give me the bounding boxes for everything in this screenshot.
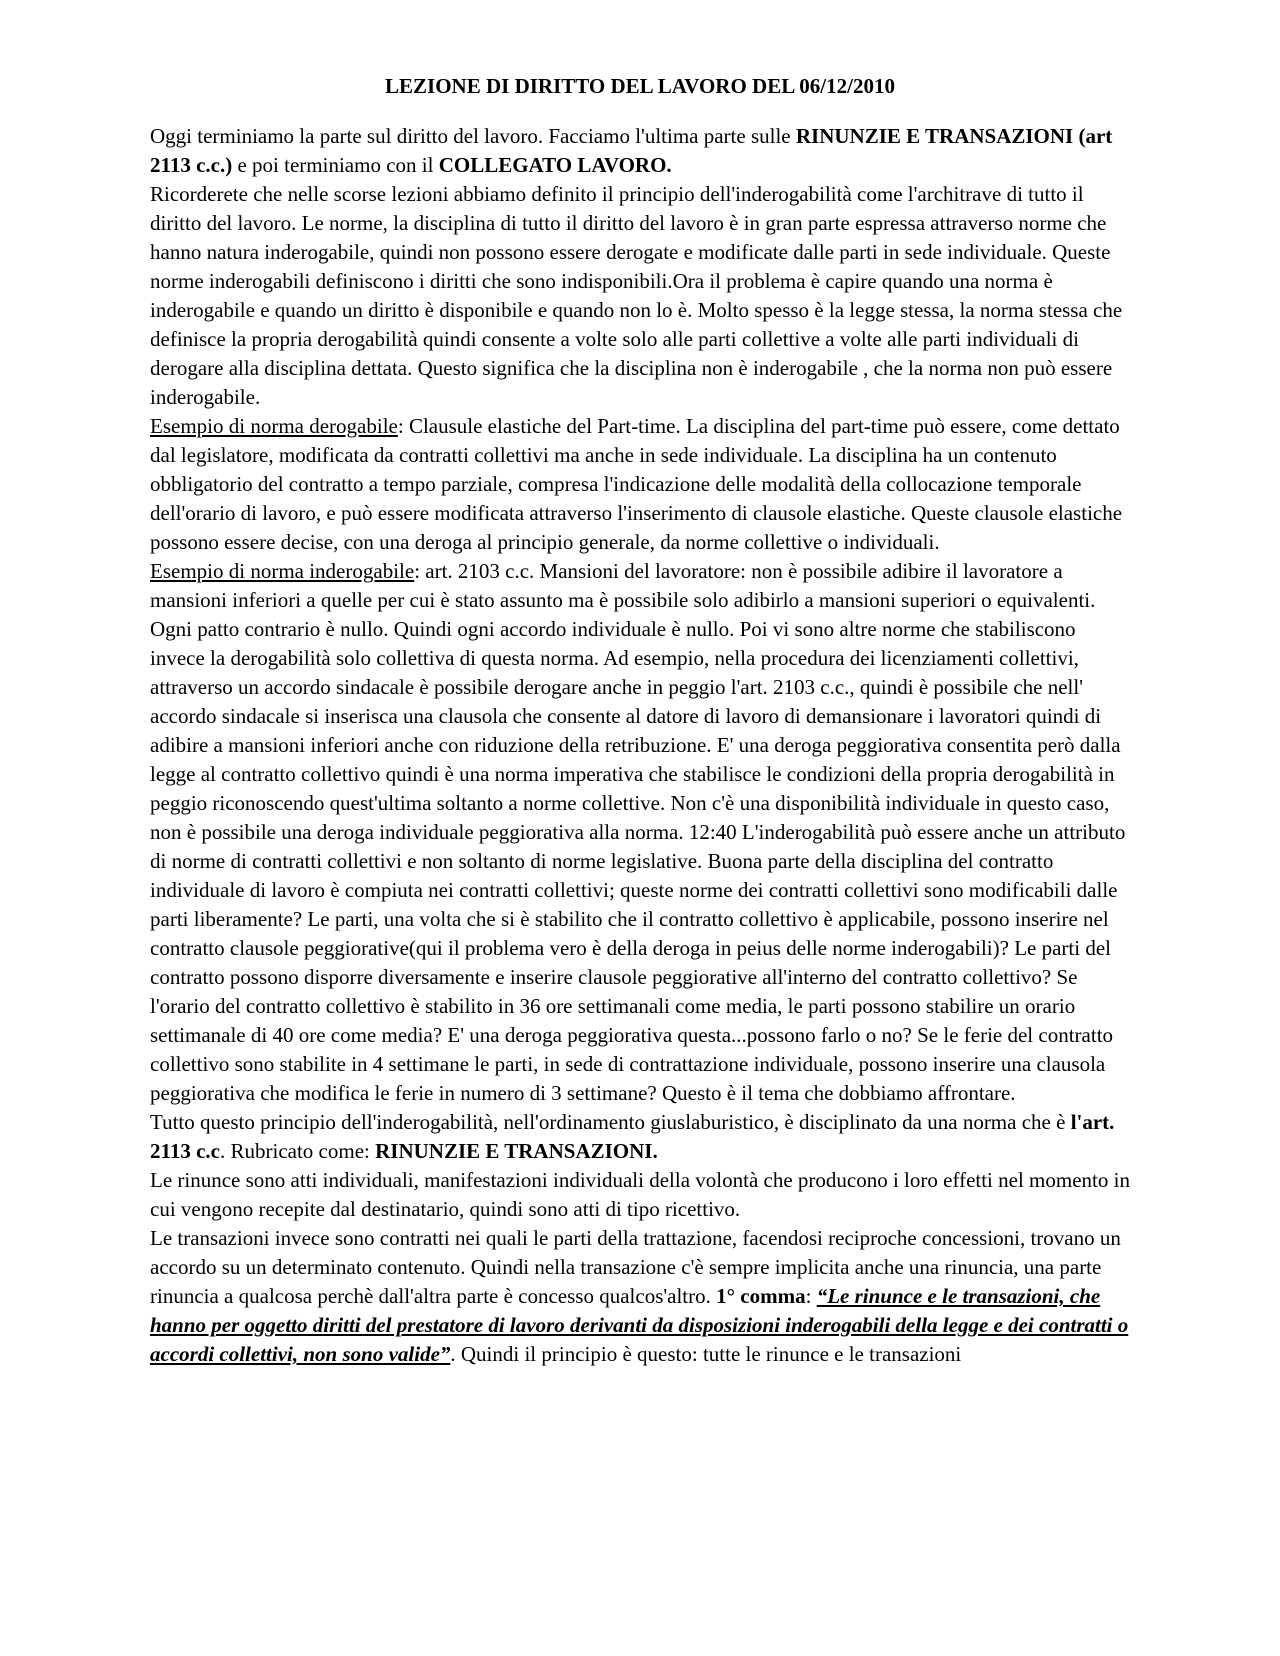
paragraph-intro [150,122,1130,180]
paragraph-transazioni [150,1224,1130,1369]
intro-bold-collegato: COLLEGATO LAVORO. [438,153,672,177]
intro-text-1: Oggi terminiamo la parte sul diritto del lavoro. Facciamo l'ultima parte sulle [150,124,796,148]
heading-esempio-derogabile: Esempio di norma derogabile [150,414,398,438]
paragraph-art-2113 [150,1108,1130,1166]
transazioni-quote: “Le rinunce e le transazioni, che hanno per oggetto diritti del prestatore di lavoro derivanti da disposizioni inderogabili della legge e dei contratti o accordi collettivi, non sono valide” [150,1284,1129,1366]
transazioni-text-1: Le transazioni invece sono contratti nei quali le parti della trattazione, facendosi reciproche concessioni, trovano un accordo su un determinato contenuto. Quindi nella transazione c'è sempre implicita anche una rinuncia, una parte rinuncia a qualcosa perchè dall'altra parte è concesso qualcos'altro. [150,1226,1121,1308]
paragraph-inderogabilita: Ricorderete che nelle scorse lezioni abbiamo definito il principio dell'inderogabilità come l'architrave di tutto il diritto del lavoro. Le norme, la disciplina di tutto il diritto del lavoro è in gran parte espressa attraverso norme che hanno natura inderogabile, quindi non possono essere derogate e modificate dalle parti in sede individuale. Queste norme inderogabili definiscono i diritti che sono indisponibili.Ora il problema è capire quando una norma è inderogabile e quando un diritto è disponibile e quando non lo è. Molto spesso è la legge stessa, la norma stessa che definisce la propria derogabilità quindi consente a volte solo alle parti collettive a volte alle parti individuali di derogare alla disciplina dettata. Questo significa che la disciplina non è inderogabile , che la norma non può essere inderogabile. [150,182,1123,409]
text-esempio-inderogabile: : art. 2103 c.c. Mansioni del lavoratore: non è possibile adibire il lavoratore a mansioni inferiori a quelle per cui è stato assunto ma è possibile solo adibirlo a mansioni superiori o equivalenti. Ogni patto contrario è nullo. Quindi ogni accordo individuale è nullo. Poi vi sono altre norme che stabiliscono invece la derogabilità solo collettiva di questa norma. Ad esempio, nella procedura dei licenziamenti collettivi, attraverso un accordo sindacale è possibile derogare anche in peggio l'art. 2103 c.c., quindi è possibile che nell' accordo sindacale si inserisca una clausola che consente al datore di lavoro di demansionare i lavoratori quindi di adibire a mansioni inferiori anche con riduzione della retribuzione. E' una deroga peggiorativa consentita però dalla legge al contratto collettivo quindi è una norma imperativa che stabilisce le condizioni della propria derogabilità in peggio riconoscendo quest'ultima soltanto a norme collettive. Non c'è una disponibilità individuale in questo caso, non è possibile una deroga individuale peggiorativa alla norma. 12:40 L'inderogabilità può essere anche un attributo di norme di contratti collettivi e non soltanto di norme legislative. Buona parte della disciplina del contratto individuale di lavoro è compiuta nei contratti collettivi; queste norme dei contratti collettivi sono modificabili dalle parti liberamente? Le parti, una volta che si è stabilito che il contratto collettivo è applicabile, possono inserire nel contratto clausole peggiorative(qui il problema vero è della deroga in peius delle norme inderogabili)? Le parti del contratto possono disporre diversamente e inserire clausole peggiorative all'interno del contratto collettivo? Se l'orario del contratto collettivo è stabilito in 36 ore settimanali come media, le parti possono stabilire un orario settimanale di 40 ore come media? E' una deroga peggiorativa questa...possono farlo o no? Se le ferie del contratto collettivo sono stabilite in 4 settimane le parti, in sede di contrattazione individuale, possono inserire una clausola peggiorativa che modifica le ferie in numero di 3 settimane? Questo è il tema che dobbiamo affrontare. [150,559,1126,1105]
art-bold-rubrica: RINUNZIE E TRANSAZIONI. [375,1139,658,1163]
art-text-2: . Rubricato come: [219,1139,376,1163]
art-bold-reference: l'art. 2113 c.c [150,1110,1115,1163]
paragraph-esempio-derogabile [150,412,1130,557]
art-text-1: Tutto questo principio dell'inderogabilità, nell'ordinamento giuslaburistico, è disciplinato da una norma che è [150,1110,1071,1134]
text-esempio-derogabile: : Clausule elastiche del Part-time. La disciplina del part-time può essere, come dettato dal legislatore, modificata da contratti collettivi ma anche in sede individuale. La disciplina ha un contenuto obbligatorio del contratto a tempo parziale, compresa l'indicazione delle modalità della collocazione temporale dell'orario di lavoro, e può essere modificata attraverso l'inserimento di clausole elastiche. Queste clausole elastiche possono essere decise, con una deroga al principio generale, da norme collettive o individuali. [150,414,1123,554]
heading-esempio-inderogabile: Esempio di norma inderogabile [150,559,415,583]
transazioni-text-2: : [805,1284,817,1308]
transazioni-text-3: . Quindi il principio è questo: tutte le rinunce e le transazioni [450,1342,962,1366]
paragraph-esempio-inderogabile [150,557,1130,1108]
intro-text-2: e poi terminiamo con il [232,153,439,177]
document-title: LEZIONE DI DIRITTO DEL LAVORO DEL 06/12/2010 [385,74,895,98]
paragraph-rinunce: Le rinunce sono atti individuali, manifestazioni individuali della volontà che producono i loro effetti nel momento in cui vengono recepite dal destinatario, quindi sono atti di tipo ricettivo. [150,1168,1130,1221]
intro-bold-rinunzie: RINUNZIE E TRANSAZIONI (art 2113 c.c.) [150,124,1113,177]
document-page [150,72,1130,1369]
transazioni-bold-comma: 1° comma [716,1284,806,1308]
